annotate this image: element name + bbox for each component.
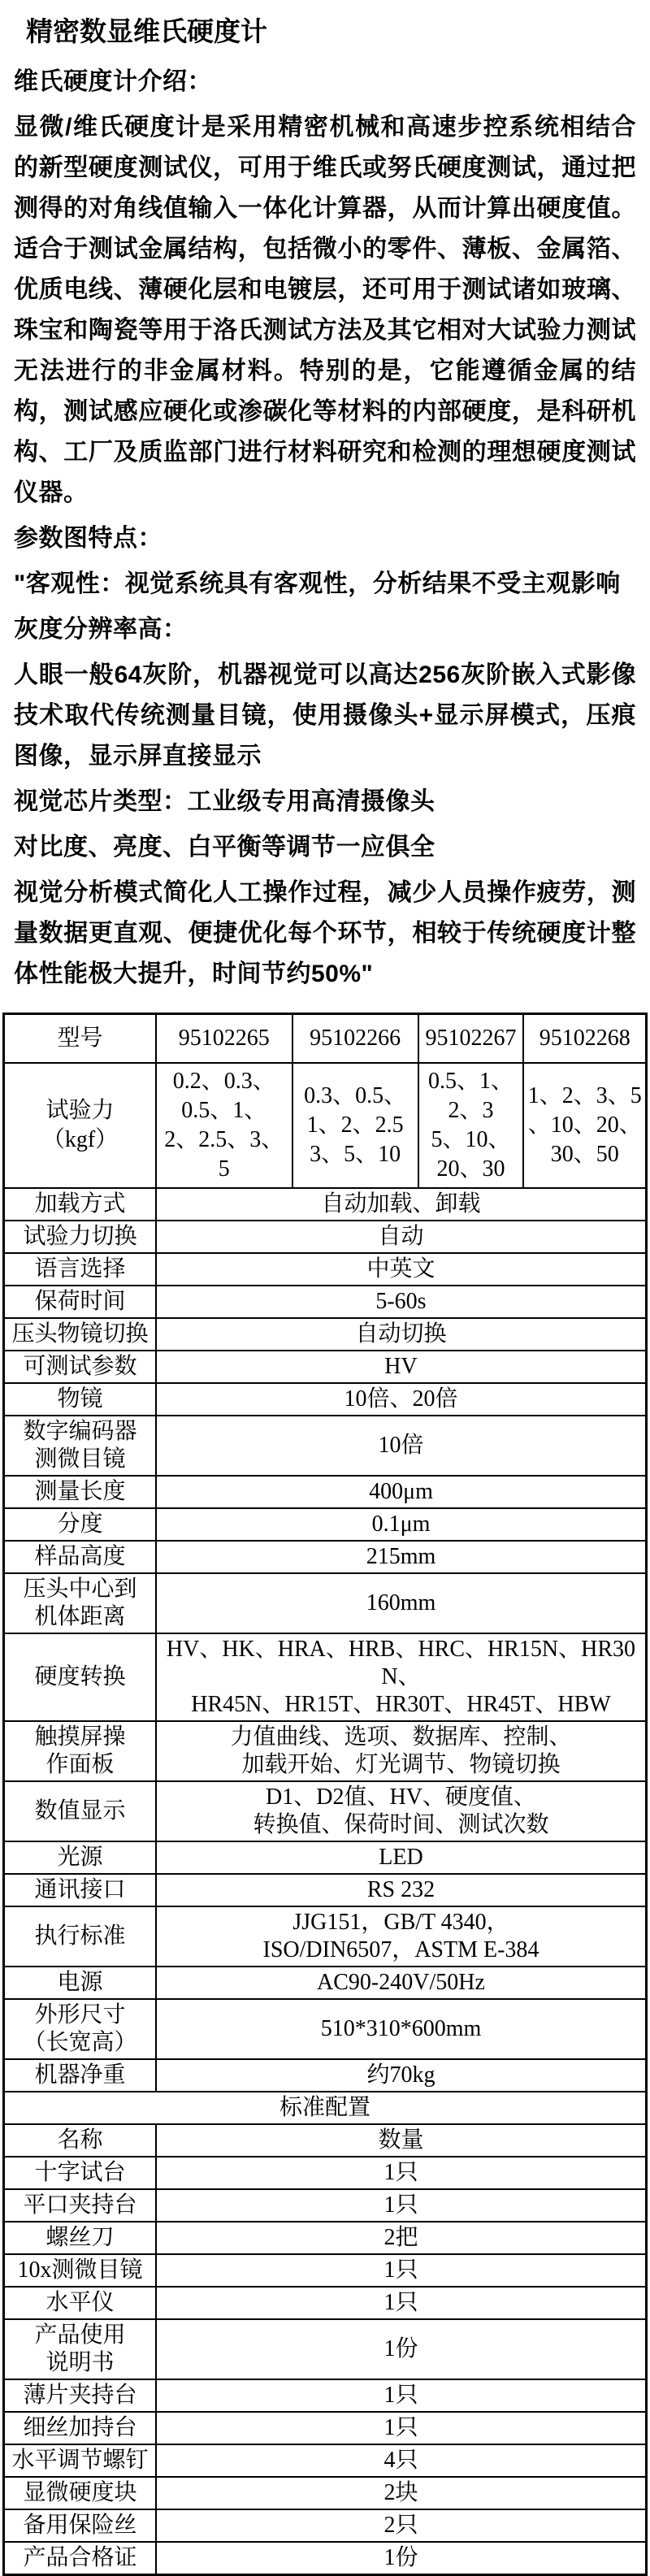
spec-row: [4, 2059, 647, 2092]
intro-paragraph: 对比度、亮度、白平衡等调节一应俱全: [14, 834, 436, 861]
config-name-cell: 细丝加持台: [4, 2412, 156, 2444]
config-row: [4, 2189, 647, 2222]
spec-label-cell: 通讯接口: [4, 1874, 156, 1906]
config-qty-header-cell: 数量: [156, 2124, 647, 2157]
config-name-cell: 显微硬度块: [4, 2477, 156, 2509]
spec-row: [4, 1999, 647, 2059]
config-qty-cell: 2块: [156, 2477, 647, 2509]
model-number-cell: 95102266: [292, 1014, 418, 1064]
spec-label-cell: 可测试参数: [4, 1351, 156, 1383]
config-col-header-row: [4, 2124, 647, 2157]
spec-label-cell: 触摸屏操 作面板: [4, 1721, 156, 1781]
intro-paragraph: 参数图特点：: [14, 525, 162, 552]
config-qty-cell: 1份: [156, 2319, 647, 2379]
spec-label-cell: 光源: [4, 1841, 156, 1874]
spec-value-cell: 10倍: [156, 1416, 647, 1476]
spec-value-cell: 510*310*600mm: [156, 1999, 647, 2059]
config-qty-cell: 1只: [156, 2254, 647, 2287]
spec-value-cell: 中英文: [156, 1253, 647, 1286]
test-force-row: [4, 1063, 647, 1188]
config-name-cell: 薄片夹持台: [4, 2379, 156, 2412]
config-section-header: 标准配置: [4, 2092, 647, 2124]
spec-row: [4, 1188, 647, 1221]
spec-label-cell: 硬度转换: [4, 1633, 156, 1721]
force-value-cell: 0.5、1、 2、3 5、10、 20、30: [418, 1063, 524, 1188]
spec-label-cell: 分度: [4, 1508, 156, 1541]
model-row-label-cell: 型号: [4, 1014, 156, 1064]
intro-paragraph: 显微/维氏硬度计是采用精密机械和高速步控系统相结合的新型硬度测试仪，可用于维氏或努氏硬度测试，通过把测得的对角线值输入一体化计算器，从而计算出硬度值。适合于测试金属结构，包括微小的零件、薄板、金属箔、优质电线、薄硬化层和电镀层，还可用于测试诸如玻璃、珠宝和陶瓷等用于洛氏测试方法及其它相对大试验力测试无法进行的非金属材料。特别的是，它能遵循金属的结构，测试感应硬化或渗碳化等材料的内部硬度，是科研机构、工厂及质监部门进行材料研究和检测的理想硬度测试仪器。: [14, 114, 636, 506]
force-label-cell: 试验力 （kgf）: [4, 1063, 156, 1188]
intro-text-block: [0, 62, 650, 995]
spec-value-cell: 自动切换: [156, 1318, 647, 1351]
spec-value-cell: LED: [156, 1841, 647, 1874]
spec-label-cell: 样品高度: [4, 1541, 156, 1573]
intro-heading: 维氏硬度计介绍：: [14, 68, 212, 95]
spec-row: [4, 1633, 647, 1721]
intro-paragraph: "客观性：视觉系统具有客观性，分析结果不受主观影响: [14, 570, 621, 597]
spec-value-cell: 自动: [156, 1221, 647, 1253]
config-row: [4, 2444, 647, 2477]
spec-value-cell: 215mm: [156, 1541, 647, 1573]
spec-value-cell: D1、D2值、HV、硬度值、 转换值、保荷时间、测试次数: [156, 1781, 647, 1841]
spec-label-cell: 压头中心到 机体距离: [4, 1573, 156, 1633]
spec-row: [4, 1351, 647, 1383]
config-name-cell: 产品使用 说明书: [4, 2319, 156, 2379]
spec-value-cell: 400μm: [156, 1476, 647, 1508]
intro-paragraph: 灰度分辨率高：: [14, 616, 188, 643]
config-qty-cell: 1只: [156, 2412, 647, 2444]
config-row: [4, 2477, 647, 2509]
intro-paragraph: 人眼一般64灰阶，机器视觉可以高达256灰阶嵌入式影像技术取代传统测量目镜，使用摄像头+显示屏模式，压痕图像，显示屏直接显示: [14, 661, 636, 770]
spec-label-cell: 加载方式: [4, 1188, 156, 1221]
spec-label-cell: 外形尺寸 （长宽高）: [4, 1999, 156, 2059]
config-name-cell: 产品合格证: [4, 2542, 156, 2575]
model-number-cell: 95102265: [156, 1014, 292, 1064]
config-row: [4, 2412, 647, 2444]
config-qty-cell: 1只: [156, 2189, 647, 2222]
spec-row: [4, 1541, 647, 1573]
config-row: [4, 2222, 647, 2254]
model-number-cell: 95102267: [418, 1014, 524, 1064]
spec-value-cell: 约70kg: [156, 2059, 647, 2092]
spec-label-cell: 压头物镜切换: [4, 1318, 156, 1351]
config-qty-cell: 2只: [156, 2509, 647, 2542]
config-row: [4, 2542, 647, 2575]
config-name-header-cell: 名称: [4, 2124, 156, 2157]
spec-row: [4, 1383, 647, 1416]
spec-table: [2, 1013, 648, 2576]
force-value-cell: 0.3、0.5、 1、2、2.5 3、5、10: [292, 1063, 418, 1188]
page-title: 精密数显维氏硬度计: [26, 16, 267, 46]
config-qty-cell: 1份: [156, 2542, 647, 2575]
spec-row: [4, 1508, 647, 1541]
spec-label-cell: 机器净重: [4, 2059, 156, 2092]
spec-row: [4, 1318, 647, 1351]
spec-row: [4, 1781, 647, 1841]
model-header-row: [4, 1014, 647, 1064]
config-qty-cell: 1只: [156, 2157, 647, 2189]
intro-paragraph: 视觉分析模式简化人工操作过程，减少人员操作疲劳，测量数据更直观、便捷优化每个环节，相较于传统硬度计整体性能极大提升，时间节约50%": [14, 879, 636, 987]
config-row: [4, 2287, 647, 2319]
spec-value-cell: 力值曲线、选项、数据库、控制、 加载开始、灯光调节、物镜切换: [156, 1721, 647, 1781]
spec-label-cell: 物镜: [4, 1383, 156, 1416]
spec-value-cell: 0.1μm: [156, 1508, 647, 1541]
spec-label-cell: 数值显示: [4, 1781, 156, 1841]
config-name-cell: 螺丝刀: [4, 2222, 156, 2254]
spec-row: [4, 1721, 647, 1781]
config-name-cell: 平口夹持台: [4, 2189, 156, 2222]
force-value-cell: 1、2、3、5 、10、20、 30、50: [523, 1063, 646, 1188]
config-qty-cell: 1只: [156, 2287, 647, 2319]
spec-value-cell: 160mm: [156, 1573, 647, 1633]
spec-label-cell: 测量长度: [4, 1476, 156, 1508]
spec-row: [4, 1906, 647, 1967]
spec-value-cell: RS 232: [156, 1874, 647, 1906]
force-value-cell: 0.2、0.3、 0.5、1、 2、2.5、3、 5: [156, 1063, 292, 1188]
model-number-cell: 95102268: [523, 1014, 646, 1064]
spec-row: [4, 1286, 647, 1318]
config-row: [4, 2254, 647, 2287]
config-name-cell: 备用保险丝: [4, 2509, 156, 2542]
spec-value-cell: 10倍、20倍: [156, 1383, 647, 1416]
config-row: [4, 2319, 647, 2379]
config-name-cell: 十字试台: [4, 2157, 156, 2189]
spec-value-cell: AC90-240V/50Hz: [156, 1967, 647, 1999]
spec-label-cell: 执行标准: [4, 1906, 156, 1967]
spec-row: [4, 1221, 647, 1253]
spec-value-cell: JJG151，GB/T 4340， ISO/DIN6507，ASTM E-384: [156, 1906, 647, 1967]
config-section-header-row: [4, 2092, 647, 2124]
spec-label-cell: 电源: [4, 1967, 156, 1999]
config-qty-cell: 1只: [156, 2379, 647, 2412]
spec-value-cell: 5-60s: [156, 1286, 647, 1318]
config-qty-cell: 4只: [156, 2444, 647, 2477]
spec-row: [4, 1841, 647, 1874]
spec-value-cell: HV、HK、HRA、HRB、HRC、HR15N、HR30N、 HR45N、HR15T、HR30T、HR45T、HBW: [156, 1633, 647, 1721]
spec-row: [4, 1416, 647, 1476]
spec-label-cell: 试验力切换: [4, 1221, 156, 1253]
config-qty-cell: 2把: [156, 2222, 647, 2254]
spec-value-cell: 自动加载、卸载: [156, 1188, 647, 1221]
spec-row: [4, 1874, 647, 1906]
spec-value-cell: HV: [156, 1351, 647, 1383]
spec-row: [4, 1573, 647, 1633]
config-row: [4, 2509, 647, 2542]
spec-label-cell: 语言选择: [4, 1253, 156, 1286]
config-name-cell: 水平调节螺钉: [4, 2444, 156, 2477]
config-row: [4, 2157, 647, 2189]
spec-row: [4, 1253, 647, 1286]
config-row: [4, 2379, 647, 2412]
config-name-cell: 10x测微目镜: [4, 2254, 156, 2287]
config-name-cell: 水平仪: [4, 2287, 156, 2319]
spec-row: [4, 1967, 647, 1999]
spec-label-cell: 保荷时间: [4, 1286, 156, 1318]
spec-row: [4, 1476, 647, 1508]
intro-paragraph: 视觉芯片类型：工业级专用高清摄像头: [14, 788, 436, 815]
spec-label-cell: 数字编码器 测微目镜: [4, 1416, 156, 1476]
